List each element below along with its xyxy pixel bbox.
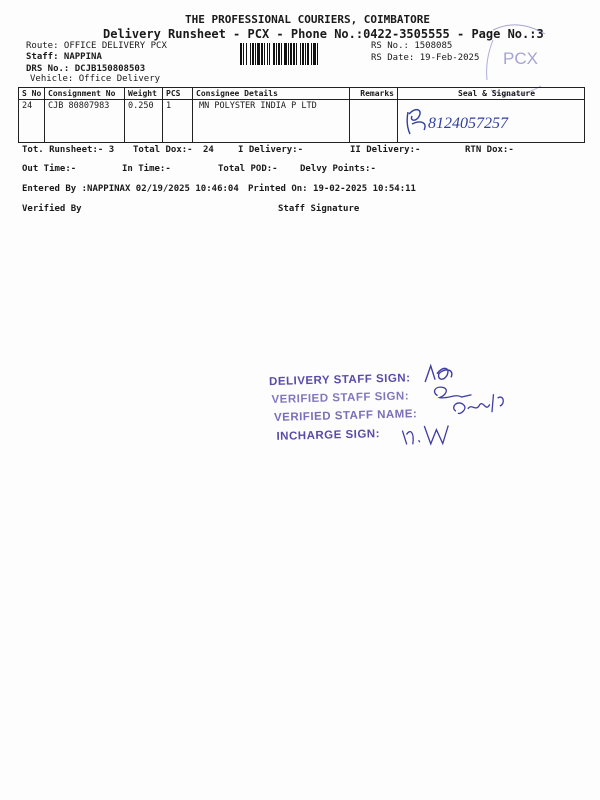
- col-consignment-no: Consignment No: [45, 88, 125, 100]
- col-weight: Weight: [125, 88, 163, 100]
- total-dox-label: Total Dox:-: [133, 145, 193, 155]
- printed-on: Printed On: 19-02-2025 10:54:11: [248, 184, 416, 194]
- in-time: In Time:-: [122, 164, 171, 174]
- barcode-bar: [243, 43, 244, 65]
- barcode-bar: [281, 43, 282, 65]
- ii-delivery: II Delivery:-: [350, 145, 421, 155]
- delivery-staff-sign-label: DELIVERY STAFF SIGN:: [268, 372, 411, 389]
- barcode-bar: [307, 43, 309, 65]
- barcode-bar: [317, 43, 318, 65]
- delvy-points: Delvy Points:-: [300, 164, 376, 174]
- barcode-bar: [290, 43, 292, 65]
- incharge-signature: [398, 417, 459, 449]
- verified-by: Verified By: [22, 204, 82, 214]
- cell-s-no: 24: [19, 100, 45, 143]
- vehicle-label: Vehicle: Office Delivery: [30, 74, 161, 84]
- receiver-phone-note: 8124057257: [428, 115, 508, 132]
- verified-staff-name-signature: [447, 389, 523, 421]
- staff-label: Staff: NAPPINA: [26, 52, 102, 62]
- cell-pcs: 1: [163, 100, 193, 143]
- out-time: Out Time:-: [22, 164, 77, 174]
- barcode-bar: [240, 43, 242, 65]
- barcode-bar: [276, 43, 277, 65]
- cell-consignment-no: CJB 80807983: [45, 100, 125, 143]
- verified-staff-sign-label: VERIFIED STAFF SIGN:: [271, 390, 410, 407]
- barcode-bar: [255, 43, 256, 65]
- barcode-bar: [269, 43, 270, 65]
- cell-weight: 0.250: [125, 100, 163, 143]
- cell-remarks: [350, 100, 398, 143]
- route-label: Route: OFFICE DELIVERY PCX: [26, 41, 167, 51]
- barcode-bar: [293, 43, 295, 65]
- staff-signature-label: Staff Signature: [278, 204, 360, 214]
- i-delivery: I Delivery:-: [238, 145, 304, 155]
- barcode-bar: [313, 43, 316, 65]
- rs-date-label: RS Date: 19-Feb-2025: [371, 53, 480, 63]
- table-row: [19, 100, 585, 143]
- barcode-bar: [288, 43, 289, 65]
- barcode-bar: [278, 43, 280, 65]
- cell-seal-signature: [398, 100, 585, 143]
- receiver-signature: [398, 100, 583, 140]
- rtn-dox: RTN Dox:-: [465, 145, 514, 155]
- col-consignee: Consignee Details: [193, 88, 350, 100]
- col-pcs: PCS: [163, 88, 193, 100]
- barcode-bar: [252, 43, 254, 65]
- barcode-bar: [302, 43, 304, 65]
- barcode-bar: [296, 43, 297, 65]
- verified-staff-name-label: VERIFIED STAFF NAME:: [273, 408, 418, 424]
- runsheet-table: [18, 87, 585, 143]
- tot-runsheet: Tot. Runsheet:- 3: [22, 145, 115, 155]
- barcode-bar: [300, 43, 301, 65]
- barcode-bar: [267, 43, 268, 65]
- entered-by: Entered By :NAPPINAX 02/19/2025 10:46:04: [22, 184, 239, 194]
- staff-verification-stamp: [269, 356, 582, 474]
- barcode-bar: [246, 43, 247, 65]
- drs-no-label: DRS No.: DCJB150808503: [26, 64, 146, 74]
- incharge-sign-label: INCHARGE SIGN:: [276, 428, 381, 443]
- total-pod: Total POD:-: [218, 164, 278, 174]
- col-s-no: S No: [19, 88, 45, 100]
- company-name: THE PROFESSIONAL COURIERS, COIMBATORE: [185, 13, 431, 26]
- barcode-bar: [261, 43, 263, 65]
- pcx-stamp-text: PCX: [503, 49, 538, 68]
- cell-consignee: MN POLYSTER INDIA P LTD: [193, 100, 350, 143]
- barcode: [240, 43, 362, 65]
- col-seal-signature: Seal & Signature: [398, 88, 585, 100]
- barcode-bar: [257, 43, 260, 65]
- barcode-bar: [273, 43, 275, 65]
- total-dox-value: 24: [203, 145, 214, 155]
- barcode-bar: [250, 43, 251, 65]
- barcode-bar: [311, 43, 312, 65]
- rs-no-label: RS No.: 1508085: [371, 41, 453, 51]
- barcode-bar: [264, 43, 265, 65]
- runsheet-subtitle: Delivery Runsheet - PCX - Phone No.:0422-3505555 - Page No.:3: [103, 27, 544, 41]
- barcode-bar: [284, 43, 287, 65]
- table-header-row: [19, 88, 585, 100]
- barcode-bar: [305, 43, 306, 65]
- col-remarks: Remarks: [350, 88, 398, 100]
